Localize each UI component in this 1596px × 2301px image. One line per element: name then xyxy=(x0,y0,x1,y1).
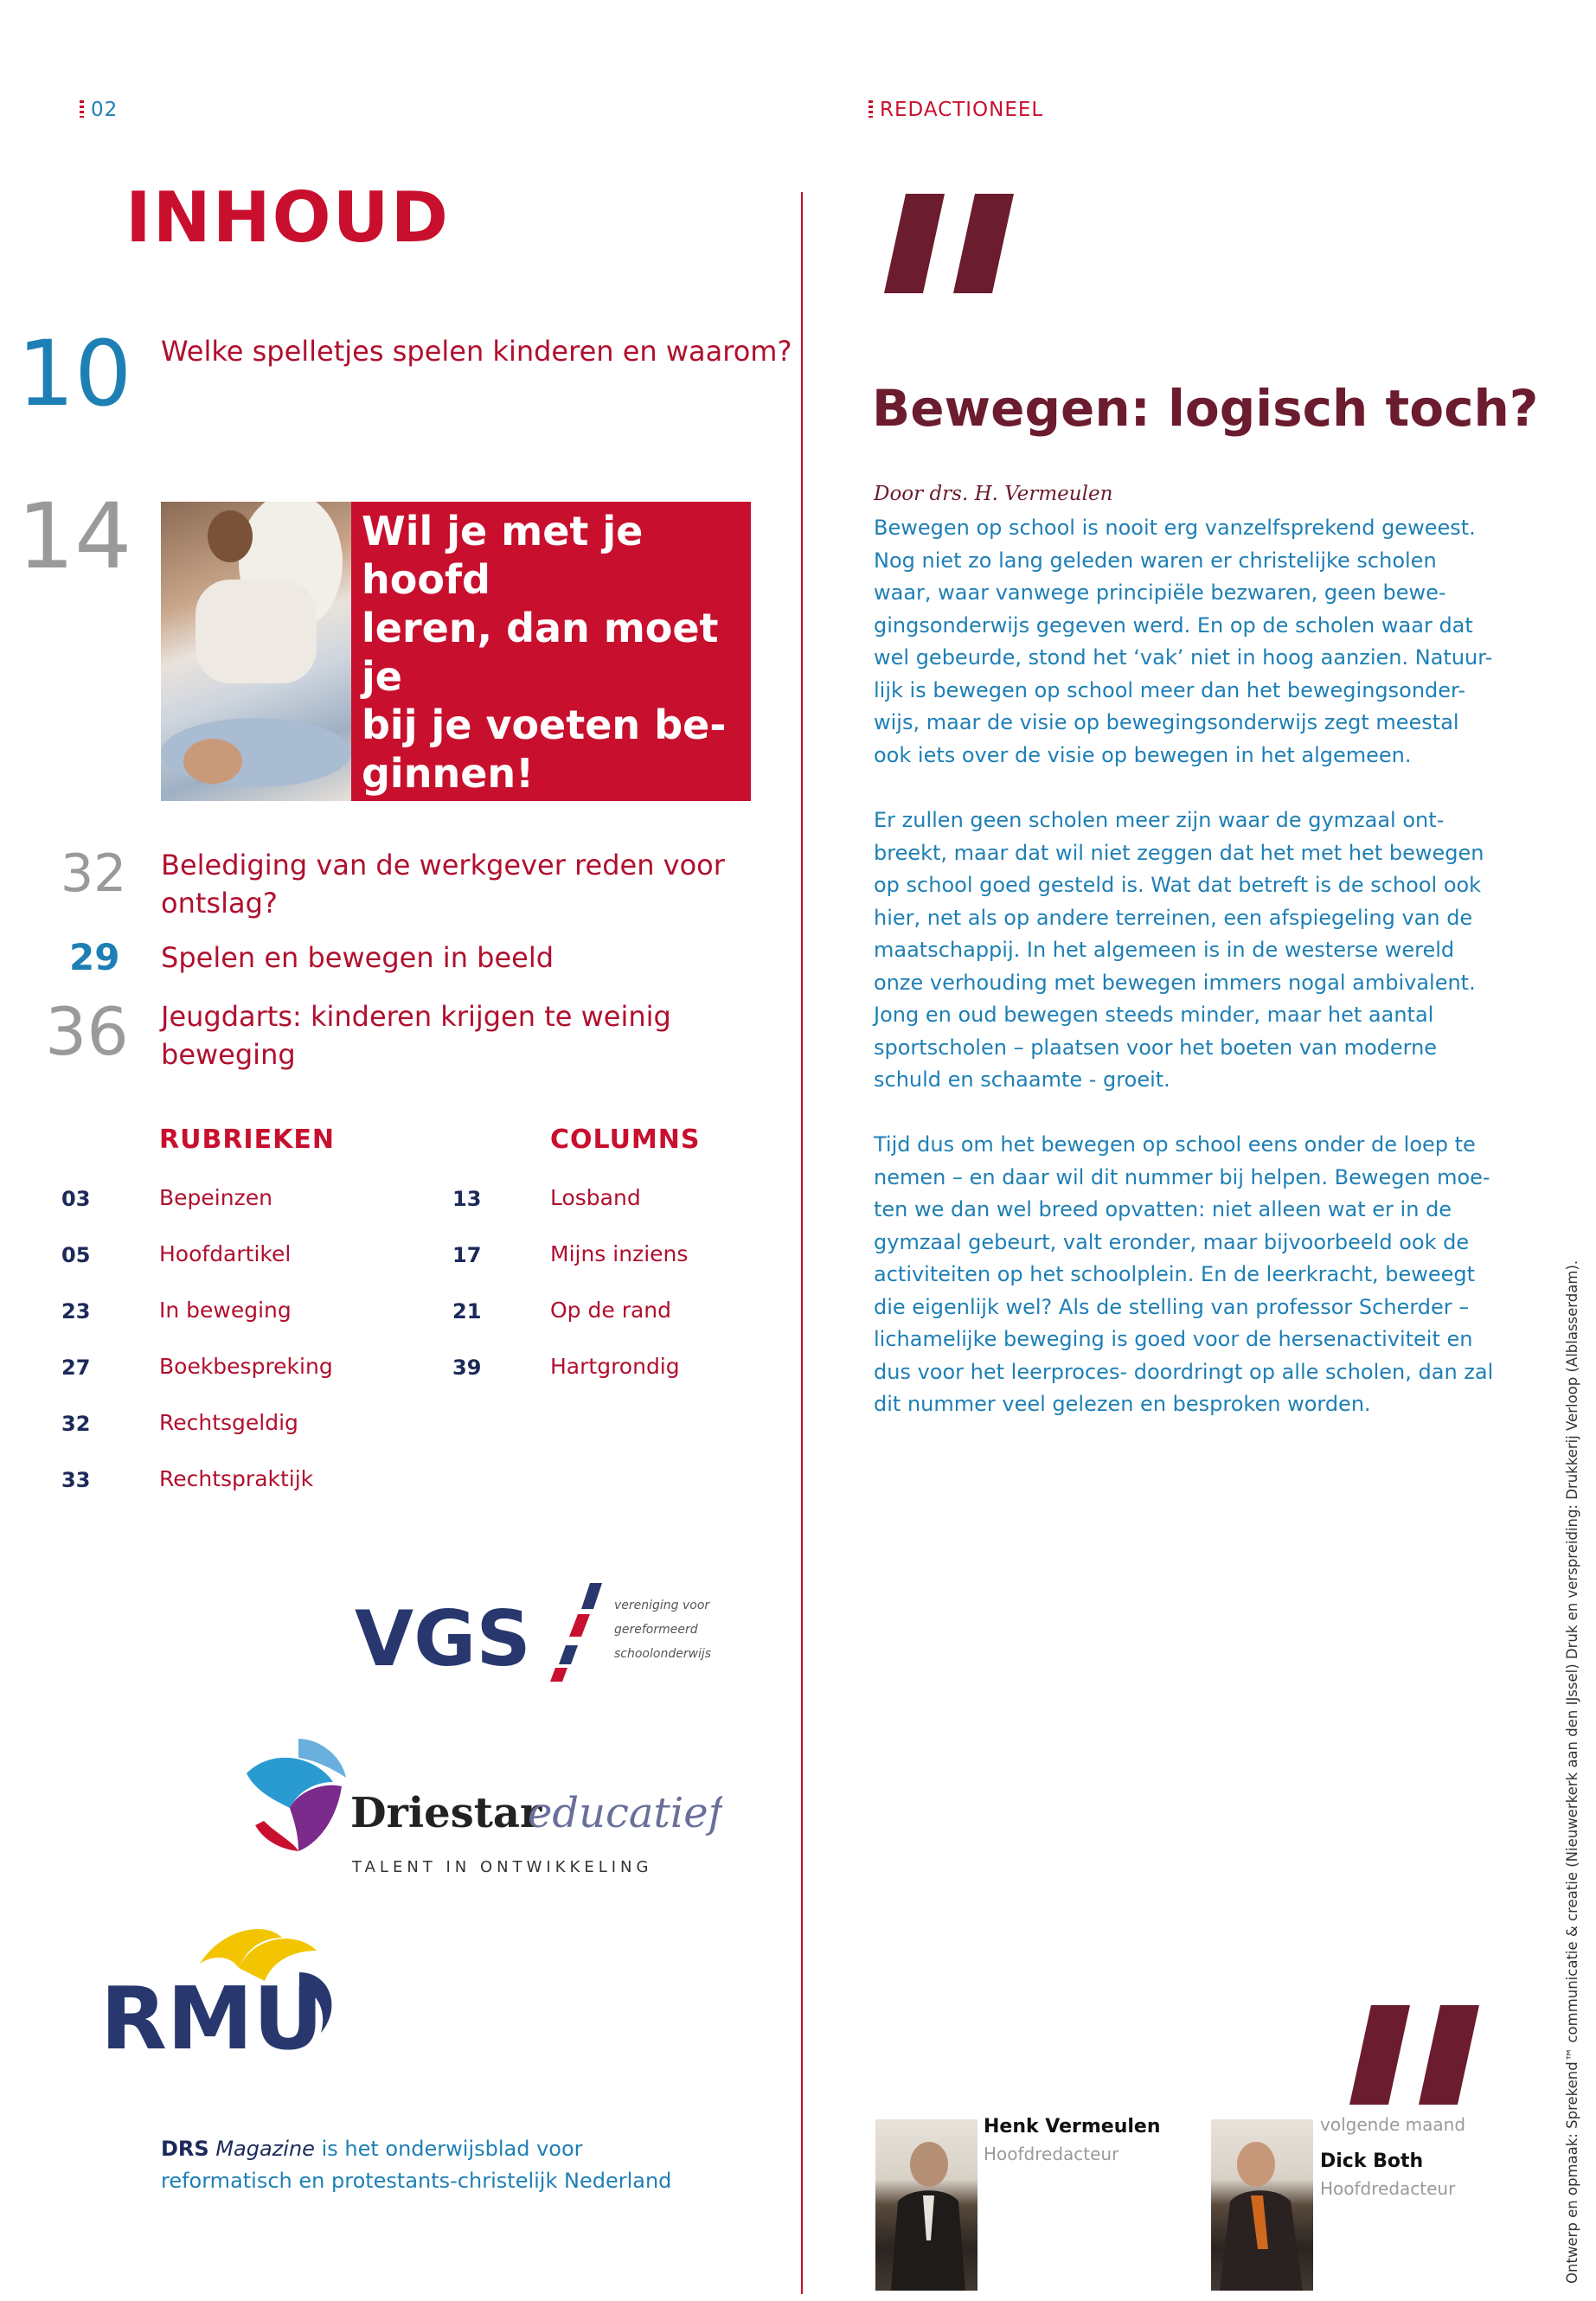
column-losband[interactable]: Losband xyxy=(550,1185,641,1210)
article-line: Nog niet zo lang geleden waren er christelijke scholen xyxy=(874,548,1437,573)
editor-portrait xyxy=(875,2119,977,2291)
open-quote-icon xyxy=(875,194,1022,298)
driestar-tagline: TALENT IN ONTWIKKELING xyxy=(352,1858,653,1876)
rubriek-num: 27 xyxy=(61,1356,91,1380)
vgs-tagline: vereniging voor xyxy=(614,1599,710,1612)
vgs-tagline: schoolonderwijs xyxy=(614,1647,712,1661)
rubriek-num: 03 xyxy=(61,1187,91,1211)
column-mijns-inziens[interactable]: Mijns inziens xyxy=(550,1241,689,1266)
quote-mark-graphic xyxy=(875,194,1022,298)
rubriek-bepeinzen[interactable]: Bepeinzen xyxy=(159,1185,272,1210)
magazine-description-line xyxy=(161,2133,715,2165)
editor-name-dick: Dick Both xyxy=(1320,2150,1424,2172)
article-line: maatschappij. In het algemeen is in de westerse wereld xyxy=(874,938,1455,962)
section-bars-icon xyxy=(80,100,84,118)
article-line: sportscholen – plaatsen voor het boeten van moderne xyxy=(874,1035,1438,1060)
toc-entry-32[interactable] xyxy=(161,846,725,922)
rubriek-rechtspraktijk[interactable]: Rechtspraktijk xyxy=(159,1466,314,1491)
article-line: Bewegen op school is nooit erg vanzelfsprekend geweest. xyxy=(874,516,1476,540)
toc-page-10: 10 xyxy=(17,321,132,426)
article-line: activiteiten op het schoolplein. En de leerkracht, beweegt xyxy=(874,1262,1476,1286)
feature-quote-line: bij je voeten be- xyxy=(362,702,727,748)
article-line: gingsonderwijs gegeven werd. En op de scholen waar dat xyxy=(874,612,1473,638)
article-line: lijk is bewegen op school meer dan het bewegingsonder- xyxy=(874,677,1466,702)
article-line: nemen – en daar wil dit nummer bij helpen. Bewegen moe- xyxy=(874,1164,1490,1189)
section-bars-icon xyxy=(869,100,873,118)
toc-entry-29[interactable]: Spelen en bewegen in beeld xyxy=(161,941,554,974)
vgs-logo-text: VGS xyxy=(355,1594,531,1683)
article-line: die eigenlijk wel? Als de stelling van professor Scherder – xyxy=(874,1294,1470,1319)
toc-title: INHOUD xyxy=(125,177,451,258)
rubriek-num: 05 xyxy=(61,1243,91,1267)
editor-role-dick: Hoofdredacteur xyxy=(1320,2178,1456,2199)
page-number xyxy=(80,99,118,121)
toc-entry-line: Belediging van de werkgever reden voor xyxy=(161,849,725,881)
article-line: ten we dan wel breed opvatten: niet alleen wat er in de xyxy=(874,1197,1452,1221)
article-line: op school goed gesteld is. Wat dat betreft is de school ook xyxy=(874,873,1482,897)
article-line: onze verhouding met bewegen immers nogal ambivalent. xyxy=(874,970,1476,995)
article-line: gymzaal gebeurt, valt eronder, maar bijvoorbeeld ook de xyxy=(874,1229,1470,1254)
article-line: breekt, maar dat wil niet zeggen dat het met het bewegen xyxy=(874,840,1484,865)
article-line: lichamelijke beweging is goed voor de hersenactiviteit en xyxy=(874,1327,1473,1351)
next-month-label: volgende maand xyxy=(1320,2114,1466,2135)
driestar-logo xyxy=(238,1739,722,1886)
toc-page-36: 36 xyxy=(45,993,129,1070)
feature-quote xyxy=(362,507,742,798)
article-line: schuld en schaamte - groeit. xyxy=(874,1067,1170,1092)
feature-quote-line: leren, dan moet je xyxy=(362,605,719,700)
vgs-logo xyxy=(355,1574,753,1687)
brand-drs: DRS xyxy=(161,2137,209,2161)
magazine-description xyxy=(161,2133,715,2197)
feature-quote-line: ginnen! xyxy=(362,750,535,797)
article-line: Jong en oud bewegen steeds minder, maar het aantal xyxy=(874,1003,1434,1027)
page-number-text: 02 xyxy=(91,99,119,121)
feature-photo xyxy=(161,502,351,801)
vgs-tagline: gereformeerd xyxy=(614,1623,698,1637)
rmu-logo-graphic xyxy=(100,1920,386,2059)
editor-photo-dick xyxy=(1211,2119,1313,2291)
toc-page-32: 32 xyxy=(61,843,127,904)
article-line: wijs, maar de visie op bewegingsonderwijs zegt meestal xyxy=(874,710,1459,734)
editor-photo-henk xyxy=(875,2119,977,2291)
feature-box[interactable] xyxy=(161,502,751,801)
rubriek-boekbespreking[interactable]: Boekbespreking xyxy=(159,1354,333,1379)
driestar-logo-graphic xyxy=(238,1739,722,1886)
editor-name-henk: Henk Vermeulen xyxy=(984,2116,1161,2138)
article-line: ook iets over de visie op bewegen in het algemeen. xyxy=(874,742,1412,767)
toc-entry-line: ontslag? xyxy=(161,887,278,920)
description-text: is het onderwijsblad voor xyxy=(321,2137,583,2161)
toc-entry-10[interactable]: Welke spelletjes spelen kinderen en waarom? xyxy=(161,335,792,368)
column-hartgrondig[interactable]: Hartgrondig xyxy=(550,1354,680,1379)
section-label xyxy=(869,99,1043,121)
driestar-name-italic: educatief xyxy=(528,1789,722,1837)
students-exercise-image xyxy=(161,502,351,801)
close-quote-icon xyxy=(1341,2005,1488,2109)
column-num: 39 xyxy=(452,1356,482,1380)
magazine-description-line: reformatisch en protestants-christelijk Nederland xyxy=(161,2169,672,2193)
rubriek-rechtsgeldig[interactable]: Rechtsgeldig xyxy=(159,1410,298,1435)
columns-title: COLUMNS xyxy=(550,1125,701,1155)
rmu-logo-text: RMU xyxy=(100,1968,324,2059)
editor-portrait xyxy=(1211,2119,1313,2291)
rubriek-hoofdartikel[interactable]: Hoofdartikel xyxy=(159,1241,292,1266)
article-title: Bewegen: logisch toch? xyxy=(872,379,1539,438)
rubriek-num: 32 xyxy=(61,1412,91,1436)
column-divider xyxy=(801,192,803,2294)
toc-entry-line: Jeugdarts: kinderen krijgen te weinig xyxy=(161,1000,671,1033)
rubriek-num: 33 xyxy=(61,1468,91,1492)
toc-entry-36[interactable] xyxy=(161,997,671,1074)
article-paragraph-3 xyxy=(874,1129,1497,1421)
article-line: wel gebeurde, stond het ‘vak’ niet in hoog aanzien. Natuur- xyxy=(874,645,1493,670)
toc-page-29: 29 xyxy=(69,936,120,978)
driestar-name: Driestar xyxy=(350,1789,542,1837)
article-line: Tijd dus om het bewegen op school eens onder de loep te xyxy=(874,1132,1476,1157)
column-num: 17 xyxy=(452,1243,482,1267)
article-paragraph-2 xyxy=(874,804,1497,1097)
production-credit: Ontwerp en opmaak: Sprekend™ communicatie & creatie (Nieuwerkerk aan den IJssel) Druk en verspreiding: Drukkerij Verloop (Alblasserdam). xyxy=(1564,1259,1580,2284)
rubriek-in-beweging[interactable]: In beweging xyxy=(159,1298,292,1323)
brand-magazine: Magazine xyxy=(215,2137,315,2161)
column-num: 13 xyxy=(452,1187,482,1211)
rubriek-num: 23 xyxy=(61,1299,91,1324)
rubrieken-title: RUBRIEKEN xyxy=(159,1125,335,1155)
column-num: 21 xyxy=(452,1299,482,1324)
article-line: Er zullen geen scholen meer zijn waar de gymzaal ont- xyxy=(874,808,1445,832)
rmu-logo xyxy=(100,1920,386,2059)
article-byline: Door drs. H. Vermeulen xyxy=(874,483,1113,505)
vgs-logo-graphic xyxy=(355,1574,753,1687)
section-label-text: REDACTIONEEL xyxy=(880,99,1044,121)
article-line: dit nummer veel gelezen en besproken worden. xyxy=(874,1392,1371,1416)
feature-quote-line: Wil je met je hoofd xyxy=(362,508,644,603)
toc-page-14: 14 xyxy=(17,484,132,589)
article-line: waar, waar vanwege principiële bezwaren, geen bewe- xyxy=(874,580,1446,605)
article-paragraph-1 xyxy=(874,512,1497,772)
article-line: hier, net als op andere terreinen, een afspiegeling van de xyxy=(874,905,1473,930)
quote-mark-graphic xyxy=(1341,2005,1488,2109)
article-line: dus voor het leerproces- doordringt op alle scholen, dan zal xyxy=(874,1359,1494,1384)
column-op-de-rand[interactable]: Op de rand xyxy=(550,1298,672,1323)
editor-role-henk: Hoofdredacteur xyxy=(984,2144,1119,2164)
toc-entry-line: beweging xyxy=(161,1038,296,1071)
